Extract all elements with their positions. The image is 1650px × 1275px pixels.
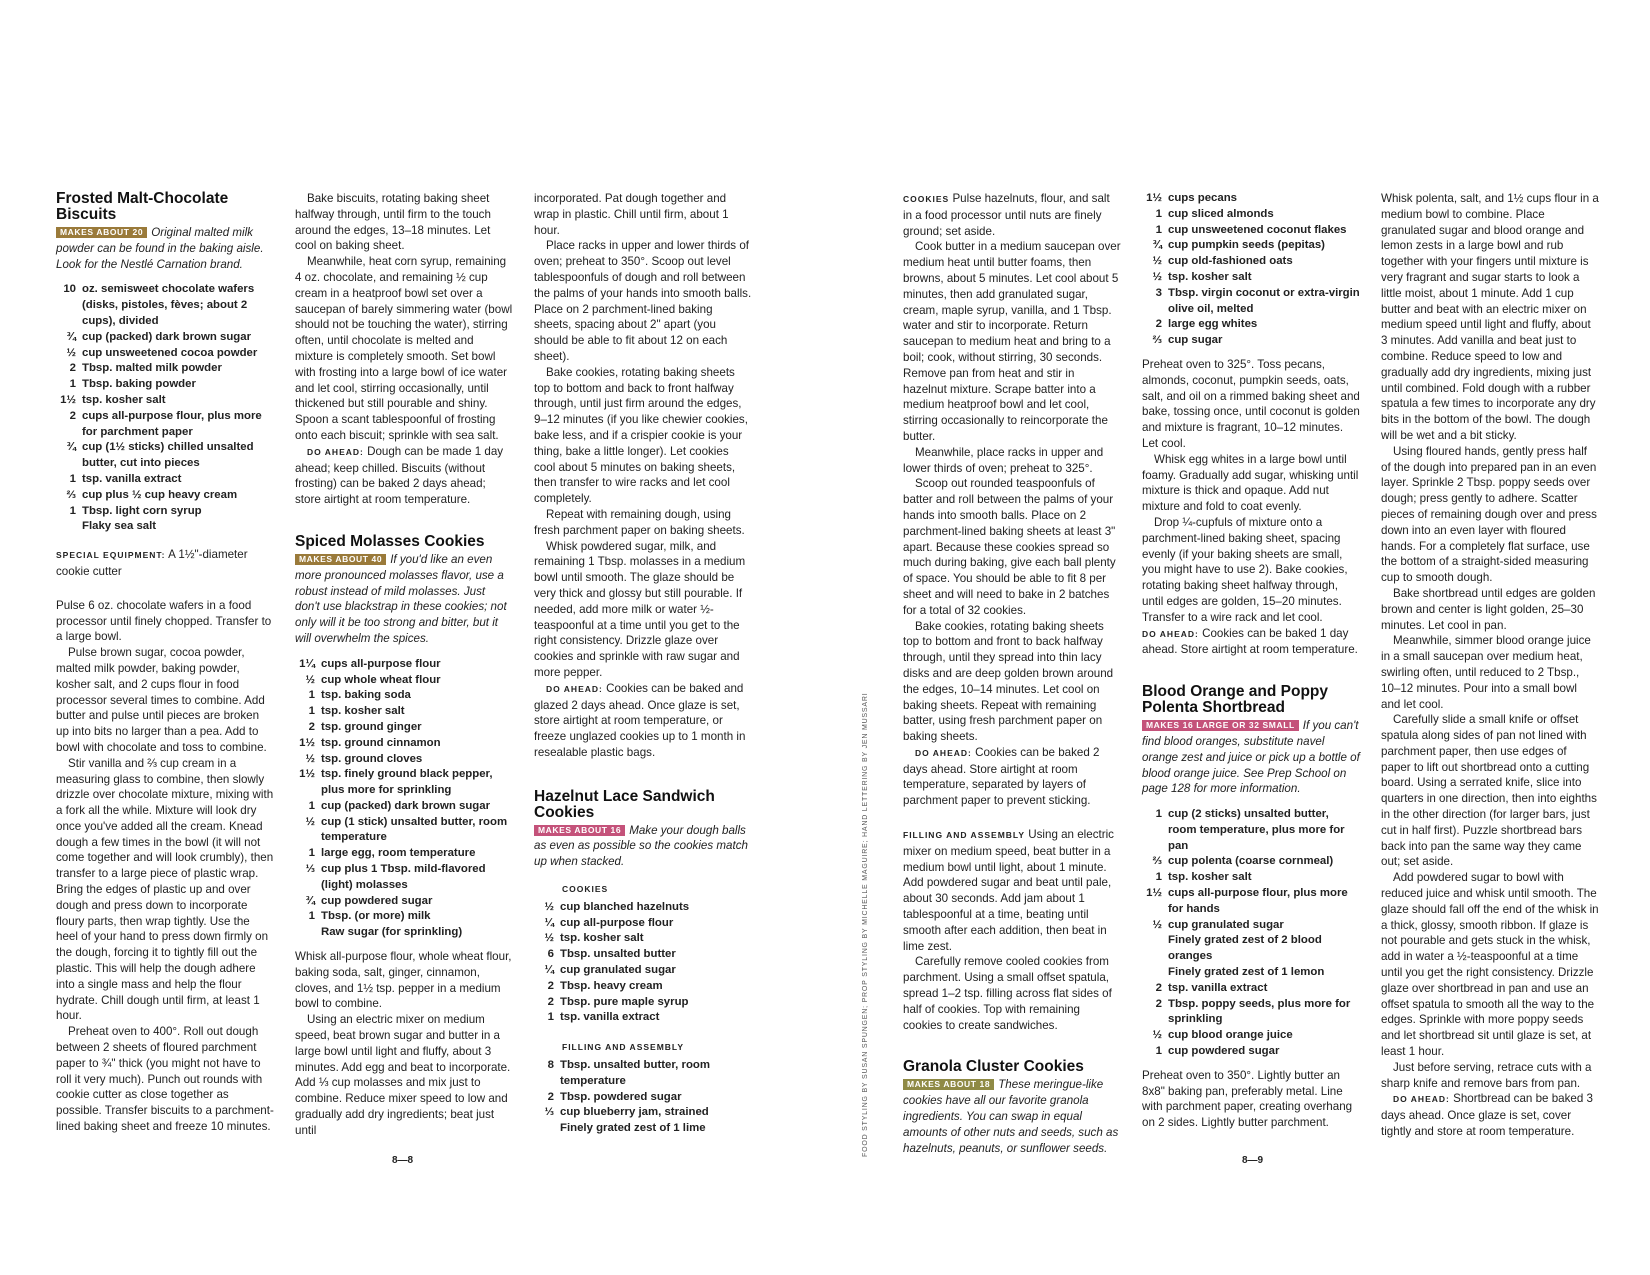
ingredient-text: cup powdered sugar <box>1168 1045 1280 1058</box>
ingredient-text: tsp. kosher salt <box>82 393 166 406</box>
ingredient-list <box>295 657 513 941</box>
ingredient-list <box>56 282 274 535</box>
ingredient-quantity: 1 <box>1155 871 1162 884</box>
ingredient-row <box>295 704 513 720</box>
ingredient-quantity <box>295 925 315 941</box>
ingredient-text: Flaky sea salt <box>82 520 157 533</box>
ingredient-row <box>534 916 752 932</box>
method-paragraph: Add powdered sugar to bowl with reduced juice and whisk until smooth. The glaze should fall off the end of the whisk in a thick, glossy, smooth ribbon. If glaze is not pourable and gets stuck in the whisk, add in water a ½-teaspoonful at a time until you get the right consistency. Drizzle glaze over shortbread in pan and use an offset spatula to smooth all the way to the edges. Sprinkle with more poppy seeds and let shortbread sit until glaze is set, at least 1 hour. <box>1381 871 1599 1059</box>
ingredient-text: cup blood orange juice <box>1168 1029 1293 1042</box>
ingredient-quantity: ¾ <box>66 441 76 454</box>
sub-heading: FILLING AND ASSEMBLY <box>562 1042 685 1053</box>
equipment-label: SPECIAL EQUIPMENT: <box>56 550 166 561</box>
ingredient-row <box>534 1090 752 1106</box>
ingredient-row <box>534 947 752 963</box>
ingredient-text: Tbsp. malted milk powder <box>82 362 222 375</box>
ingredient-quantity: ⅓ <box>305 863 315 876</box>
ingredient-text: Raw sugar (for sprinkling) <box>321 926 463 939</box>
ingredient-quantity: 2 <box>547 979 554 992</box>
ingredient-row <box>56 330 274 346</box>
recipe-intro: If you'd like an even more pronounced molasses flavor, use a robust instead of mild molasses. Just don't use blackstrap in these cookies; not only will it be too strong and bitter, but it will overwhelm the spices. <box>295 552 507 645</box>
ingredient-row <box>295 894 513 910</box>
ingredient-quantity: ⅔ <box>1152 855 1162 868</box>
ingredient-quantity: 1 <box>308 689 315 702</box>
ingredient-text: cup granulated sugar <box>560 964 676 977</box>
ingredient-text: Tbsp. (or more) milk <box>321 910 431 923</box>
recipe-title: Spiced Molasses Cookies <box>295 532 485 550</box>
ingredient-quantity: 1 <box>1155 1045 1162 1058</box>
ingredient-text: cup old-fashioned oats <box>1168 255 1293 268</box>
ingredient-quantity: 2 <box>1155 997 1162 1010</box>
ingredient-quantity: ¼ <box>544 964 554 977</box>
recipe-intro: These meringue-like cookies have all our favorite granola ingredients. You can swap in equal amounts of other nuts and seeds, such as hazelnuts, peanuts, or sunflower seeds. <box>903 1078 1119 1155</box>
ingredient-quantity: ½ <box>305 815 315 828</box>
recipe-intro: If you can't find blood oranges, substitute navel orange zest and juice or pick up a bottle of blood orange juice. See Prep School on page 128 for more information. <box>1142 719 1360 796</box>
ingredient-row <box>295 688 513 704</box>
page-number-right: 8—9 <box>1242 1155 1264 1166</box>
ingredient-quantity: 2 <box>69 409 76 422</box>
method-paragraph: Repeat with remaining dough, using fresh parchment paper on baking sheets. <box>534 507 745 537</box>
do-ahead-text: Cookies can be baked and glazed 2 days ahead. Once glaze is set, store airtight at room temperature, or freeze unglazed cookies up to 1 month in resealable plastic bags. <box>534 681 746 759</box>
ingredient-row <box>295 799 513 815</box>
ingredient-text: tsp. kosher salt <box>560 932 644 945</box>
ingredient-row <box>295 767 513 799</box>
method-paragraph: Carefully remove cooled cookies from parchment. Using a small offset spatula, spread 1–2 tsp. filling across flat sides of half of cookies. Top with remaining cookies to create sandwiches. <box>903 955 1112 1032</box>
ingredient-quantity: ½ <box>1152 255 1162 268</box>
method-paragraph: Whisk egg whites in a large bowl until foamy. Gradually add sugar, whisking until mixture is thick and opaque. Add nut mixture and fold to coat evenly. <box>1142 452 1359 514</box>
recipe-title: Frosted Malt-Chocolate Biscuits <box>56 190 229 223</box>
method-text: Pulse hazelnuts, flour, and salt in a food processor until nuts are finely ground; set aside. <box>903 192 1110 238</box>
column-6 <box>1381 191 1599 1140</box>
ingredient-text: Tbsp. baking powder <box>82 378 196 391</box>
ingredient-text: Tbsp. powdered sugar <box>560 1090 682 1103</box>
ingredient-quantity: 1¼ <box>299 657 315 670</box>
method-paragraph: Meanwhile, simmer blood orange juice in a small saucepan over medium heat, swirling often, until reduced to 2 Tbsp., 10–12 minutes. Pour into a small bowl and let cool. <box>1381 634 1591 711</box>
ingredient-row <box>1142 854 1360 870</box>
ingredient-quantity: 1½ <box>60 393 76 406</box>
ingredient-text: Tbsp. virgin coconut or extra-virgin olive oil, melted <box>1168 286 1360 315</box>
ingredient-row <box>1142 933 1360 965</box>
method-paragraph: Drop ¼-cupfuls of mixture onto a parchment-lined baking sheet, spacing evenly (if your baking sheets are small, you might have to use 2). Bake cookies, rotating baking sheet halfway through, until edges are golden, 15–20 minutes. Transfer to a wire rack and let cool. <box>1142 515 1348 624</box>
yield-tag: MAKES ABOUT 40 <box>295 554 386 565</box>
method-paragraph: Meanwhile, place racks in upper and lower thirds of oven; preheat to 325°. <box>903 445 1104 475</box>
ingredient-row <box>295 657 513 673</box>
ingredient-row <box>56 282 274 329</box>
ingredient-quantity: 1½ <box>299 736 315 749</box>
recipe-intro: Original malted milk powder can be found in the baking aisle. Look for the Nestlé Carnation brand. <box>56 226 264 271</box>
ingredient-list <box>534 1058 752 1137</box>
ingredient-quantity: 1 <box>69 504 76 517</box>
ingredient-row <box>1142 1028 1360 1044</box>
ingredient-quantity: ⅔ <box>1152 334 1162 347</box>
ingredient-quantity: 1 <box>69 378 76 391</box>
ingredient-row <box>295 736 513 752</box>
ingredient-row <box>1142 870 1360 886</box>
ingredient-text: Tbsp. unsalted butter <box>560 948 676 961</box>
ingredient-row <box>534 1058 752 1090</box>
ingredient-row <box>1142 254 1360 270</box>
ingredient-quantity: 6 <box>547 948 554 961</box>
ingredient-quantity: ¾ <box>305 894 315 907</box>
ingredient-text: cup all-purpose flour <box>560 916 674 929</box>
ingredient-quantity: 2 <box>1155 981 1162 994</box>
ingredient-text: tsp. finely ground black pepper, plus more for sprinkling <box>321 768 493 797</box>
ingredient-text: tsp. kosher salt <box>1168 270 1252 283</box>
ingredient-row <box>1142 238 1360 254</box>
yield-tag: MAKES 16 LARGE OR 32 SMALL <box>1142 720 1299 731</box>
ingredient-quantity: ½ <box>66 346 76 359</box>
ingredient-quantity: 2 <box>547 1090 554 1103</box>
method-paragraph: Meanwhile, heat corn syrup, remaining 4 oz. chocolate, and remaining ½ cup cream in a heatproof bowl set over a saucepan of barely simmering water (bowl should not be touching the water), stirring often, until chocolate is melted and mixture is completely smooth. Set bowl with frosting into a large bowl of ice water and let cool, stirring occasionally, until thickened but still pourable and shiny. Spoon a scant tablespoonful of frosting onto each biscuit; sprinkle with sea salt. <box>295 255 513 442</box>
ingredient-text: cup blueberry jam, strained <box>560 1106 709 1119</box>
ingredient-text: cups all-purpose flour, plus more for parchment paper <box>82 409 262 438</box>
ingredient-quantity: 8 <box>547 1059 554 1072</box>
method-text: Using an electric mixer on medium speed, beat butter in a medium bowl until light, about 1 minute. Add powdered sugar and beat until pale, about 30 seconds. Add jam about 1 tablespoonful at a time, beating until smooth after each addition, then beat in lime zest. <box>903 828 1114 953</box>
ingredient-quantity: 10 <box>63 283 76 296</box>
ingredient-row <box>1142 270 1360 286</box>
ingredient-quantity: 2 <box>308 720 315 733</box>
ingredient-row <box>56 488 274 504</box>
ingredient-row <box>56 346 274 362</box>
ingredient-quantity: ½ <box>1152 1029 1162 1042</box>
ingredient-text: Tbsp. pure maple syrup <box>560 995 689 1008</box>
ingredient-text: tsp. kosher salt <box>321 705 405 718</box>
ingredient-quantity: ¾ <box>1152 239 1162 252</box>
column-1 <box>56 191 274 1135</box>
ingredient-quantity: 1½ <box>1146 192 1162 204</box>
ingredient-text: cups pecans <box>1168 192 1238 204</box>
ingredient-text: large egg, room temperature <box>321 847 476 860</box>
method-paragraph: Scoop out rounded teaspoonfuls of batter and roll between the palms of your hands into smooth balls. Place on 2 parchment-lined baking sheets at least 3" apart. Because these cookies spread so much during baking, give each ball plenty of space. You should be able to fit 8 per sheet and will need to bake in 2 batches for a total of 32 cookies. <box>903 477 1116 617</box>
ingredient-row <box>295 752 513 768</box>
ingredient-text: cup (packed) dark brown sugar <box>82 330 251 343</box>
ingredient-quantity: ½ <box>544 900 554 913</box>
method-paragraph: incorporated. Pat dough together and wrap in plastic. Chill until firm, about 1 hour. <box>534 192 729 237</box>
method-paragraph: Bake shortbread until edges are golden brown and center is light golden, 25–30 minutes. Let cool in pan. <box>1381 586 1596 632</box>
ingredient-row <box>534 995 752 1011</box>
ingredient-row <box>295 673 513 689</box>
ingredient-row <box>56 440 274 472</box>
ingredient-row <box>1142 223 1360 239</box>
ingredient-text: tsp. ground cinnamon <box>321 736 441 749</box>
ingredient-quantity: ¼ <box>544 916 554 929</box>
ingredient-quantity: ½ <box>544 932 554 945</box>
ingredient-row <box>56 361 274 377</box>
ingredient-text: tsp. vanilla extract <box>1168 981 1268 994</box>
ingredient-quantity <box>1142 933 1162 965</box>
recipe-title: Hazelnut Lace Sandwich Cookies <box>534 787 715 821</box>
ingredient-quantity: ½ <box>305 752 315 765</box>
method-paragraph: Carefully slide a small knife or offset spatula along sides of pan not lined with parchment paper, then use edges of paper to lift out shortbread onto a cutting board. Using a serrated knife, slice into quarters in one direction, then into eighths in the other direction (for larger bars, just cut in half first). Puzzle shortbread bars back into pan the same way they came out; set aside. <box>1381 713 1597 869</box>
ingredient-text: large egg whites <box>1168 318 1258 331</box>
photo-credit: FOOD STYLING BY SUSAN SPUNGEN; PROP STYLING BY MICHELLE MAGUIRE; HAND LETTERING BY JEN MUSSARI <box>862 692 869 1157</box>
ingredient-text: Tbsp. poppy seeds, plus more for sprinkling <box>1168 997 1351 1026</box>
ingredient-row <box>1142 1044 1360 1060</box>
do-ahead-label: DO AHEAD: <box>546 683 603 694</box>
ingredient-row <box>534 900 752 916</box>
ingredient-text: cup unsweetened cocoa powder <box>82 346 258 359</box>
ingredient-quantity: ⅔ <box>66 488 76 501</box>
ingredient-quantity <box>56 519 76 535</box>
method-paragraph: Using an electric mixer on medium speed, beat brown sugar and butter in a large bowl until light and fluffy, about 3 minutes. Add egg and beat to incorporate. Add ⅓ cup molasses and mix just to combine. Reduce mixer speed to low and gradually add dry ingredients; beat just until <box>295 1013 511 1137</box>
do-ahead-label: DO AHEAD: <box>1142 628 1199 639</box>
ingredient-row <box>295 815 513 847</box>
ingredient-row <box>534 1010 752 1026</box>
ingredient-text: tsp. vanilla extract <box>560 1011 660 1024</box>
ingredient-quantity: 1 <box>308 910 315 923</box>
ingredient-text: cups all-purpose flour <box>321 657 441 670</box>
ingredient-text: tsp. ground cloves <box>321 752 423 765</box>
ingredient-text: cups all-purpose flour, plus more for hands <box>1168 887 1348 915</box>
method-paragraph: Just before serving, retrace cuts with a sharp knife and remove bars from pan. <box>1381 1060 1592 1090</box>
do-ahead-text: Shortbread can be baked 3 days ahead. Once glaze is set, cover tightly and store at room temperature. <box>1381 1092 1593 1139</box>
ingredient-text: cup plus 1 Tbsp. mild-flavored (light) molasses <box>321 863 486 891</box>
ingredient-row <box>1142 997 1360 1029</box>
ingredient-quantity: 1 <box>308 847 315 860</box>
ingredient-text: tsp. baking soda <box>321 689 411 702</box>
method-paragraph: Whisk all-purpose flour, whole wheat flour, baking soda, salt, ginger, cinnamon, cloves, and 1½ tsp. pepper in a medium bowl to combine. <box>295 950 512 1011</box>
equipment-text: A 1½"-diameter cookie cutter <box>56 548 248 578</box>
ingredient-list <box>1142 807 1360 1060</box>
ingredient-quantity: 1 <box>1155 223 1162 236</box>
ingredient-quantity: 1 <box>1155 207 1162 220</box>
ingredient-row <box>1142 207 1360 223</box>
do-ahead-text: Dough can be made 1 day ahead; keep chilled. Biscuits (without frosting) can be baked 2 days ahead; store airtight at room temperature. <box>295 444 504 507</box>
ingredient-row <box>1142 918 1360 934</box>
sub-heading: COOKIES <box>562 884 609 895</box>
ingredient-text: tsp. vanilla extract <box>82 472 182 485</box>
yield-tag: MAKES ABOUT 18 <box>903 1079 994 1090</box>
ingredient-row <box>295 862 513 894</box>
ingredient-text: cup unsweetened coconut flakes <box>1168 223 1347 236</box>
ingredient-quantity <box>534 1121 554 1137</box>
ingredient-text: tsp. ground ginger <box>321 720 422 733</box>
method-paragraph: Preheat oven to 350°. Lightly butter an 8x8" baking pan, preferably metal. Line with parchment paper, creating overhang on 2 sides. Lightly butter parchment. <box>1142 1068 1353 1130</box>
ingredient-quantity: 1 <box>1155 808 1162 821</box>
method-paragraph: Preheat oven to 400°. Roll out dough between 2 sheets of floured parchment paper to ¾" thick (you might not have to roll it very much). Punch out rounds with cookie cutter as close together as possible. Transfer biscuits to a parchment-lined baking sheet and freeze 10 minutes. <box>56 1025 274 1134</box>
page-number-left: 8—8 <box>392 1155 414 1166</box>
ingredient-text: tsp. kosher salt <box>1168 871 1252 884</box>
ingredient-row <box>534 1121 752 1137</box>
ingredient-quantity: 2 <box>1155 318 1162 331</box>
ingredient-row <box>1142 317 1360 333</box>
ingredient-text: cup sugar <box>1168 334 1223 347</box>
ingredient-quantity: 2 <box>69 362 76 375</box>
ingredient-row <box>56 393 274 409</box>
ingredient-row <box>1142 981 1360 997</box>
ingredient-row <box>295 925 513 941</box>
ingredient-row <box>1142 333 1360 349</box>
ingredient-quantity: ½ <box>1152 270 1162 283</box>
column-4 <box>903 191 1121 1156</box>
yield-tag: MAKES ABOUT 16 <box>534 825 625 836</box>
ingredient-text: cup plus ½ cup heavy cream <box>82 488 238 501</box>
method-paragraph: Bake biscuits, rotating baking sheet halfway through, until firm to the touch around the edges, 13–18 minutes. Let cool on baking sheet. <box>295 192 491 253</box>
method-paragraph: Using floured hands, gently press half of the dough into prepared pan in an even layer. Sprinkle 2 Tbsp. poppy seeds over dough; press gently to adhere. Scatter pieces of remaining dough over and press down into an even layer with floured hands. For a completely flat surface, use the bottom of a straight-sided measuring cup to smooth dough. <box>1381 444 1597 585</box>
method-paragraph: Pulse brown sugar, cocoa powder, malted milk powder, baking powder, kosher salt, and 2 cups flour in food processor several times to combine. Add butter and pulse until pieces are broken up into bits no larger than a pea. Add to bowl with chocolate and toss to combine. <box>56 646 267 754</box>
ingredient-text: Tbsp. light corn syrup <box>82 504 202 517</box>
do-ahead-text: Cookies can be baked 1 day ahead. Store airtight at room temperature. <box>1142 626 1358 657</box>
ingredient-row <box>56 519 274 535</box>
ingredient-row <box>295 720 513 736</box>
ingredient-text: cup granulated sugar <box>1168 918 1284 931</box>
ingredient-quantity: ½ <box>305 673 315 686</box>
ingredient-text: cup sliced almonds <box>1168 207 1274 220</box>
ingredient-list <box>534 900 752 1026</box>
method-paragraph: Whisk polenta, salt, and 1½ cups flour in a medium bowl to combine. Place granulated sugar and blood orange and lemon zests in a large bowl and rub together with your fingers until mixture is very fragrant and sugar starts to look a little moist, about 1 minute. Add 1 cup butter and beat with an electric mixer on medium speed until light and fluffy, about 3 minutes. Add vanilla and beat just to combine. Reduce speed to low and gradually add dry ingredients, mixing just until combined. Fold dough with a rubber spatula a few times to incorporate any dry bits in the bottom of the bowl. The dough will be wet and a bit sticky. <box>1381 192 1599 442</box>
ingredient-row <box>534 963 752 979</box>
ingredient-row <box>295 909 513 925</box>
ingredient-quantity: 1 <box>547 1011 554 1024</box>
ingredient-quantity: 1 <box>308 705 315 718</box>
ingredient-text: cup powdered sugar <box>321 894 433 907</box>
ingredient-quantity: 1½ <box>1146 887 1162 900</box>
do-ahead-label: DO AHEAD: <box>307 446 364 457</box>
ingredient-text: Finely grated zest of 2 blood oranges <box>1168 934 1322 963</box>
ingredient-row <box>295 846 513 862</box>
method-paragraph: Whisk powdered sugar, milk, and remaining 1 Tbsp. molasses in a medium bowl until smooth. The glaze should be very thick and glossy but still pourable. If needed, add more milk or water ½-teaspoonful at a time until you get to the right consistency. Drizzle glaze over cookies and sprinkle with raw sugar and more pepper. <box>534 539 746 679</box>
method-paragraph: Preheat oven to 325°. Toss pecans, almonds, coconut, pumpkin seeds, oats, salt, and oil on a rimmed baking sheet and bake, tossing once, until coconut is golden and mixture is fragrant, 10–12 minutes. Let cool. <box>1142 357 1360 450</box>
ingredient-row <box>534 931 752 947</box>
ingredient-quantity: ½ <box>1152 918 1162 931</box>
column-3 <box>534 191 752 1145</box>
ingredient-text: Finely grated zest of 1 lemon <box>1168 966 1325 979</box>
column-5 <box>1142 191 1360 1131</box>
ingredient-text: cup pumpkin seeds (pepitas) <box>1168 239 1325 252</box>
method-paragraph: Bake cookies, rotating baking sheets top to bottom and front to back halfway through, until they spread into thin lacy disks and are deep golden brown around the edges, 10–14 minutes. Let cool on baking sheets. Repeat with remaining batter, using fresh parchment paper on baking sheets. <box>903 619 1114 744</box>
column-2 <box>295 191 513 1139</box>
section-label: FILLING AND ASSEMBLY <box>903 830 1026 841</box>
ingredient-text: cup (packed) dark brown sugar <box>321 799 490 812</box>
section-label: COOKIES <box>903 194 950 204</box>
method-paragraph: Place racks in upper and lower thirds of oven; preheat to 350°. Scoop out level tablespoonfuls of dough and roll between the palms of your hands into smooth balls. Place on 2 parchment-lined baking sheets, spacing about 2" apart (you should be able to fit about 12 on each sheet). <box>534 239 752 363</box>
ingredient-row <box>56 409 274 441</box>
ingredient-row <box>534 1105 752 1121</box>
ingredient-text: cup (2 sticks) unsalted butter, room temperature, plus more for pan <box>1168 808 1345 852</box>
ingredient-text: Finely grated zest of 1 lime <box>560 1122 706 1135</box>
ingredient-list <box>1142 191 1360 349</box>
method-paragraph: Pulse 6 oz. chocolate wafers in a food processor until finely chopped. Transfer to a large bowl. <box>56 598 272 644</box>
recipe-title: Granola Cluster Cookies <box>903 1058 1084 1076</box>
method-paragraph: Bake cookies, rotating baking sheets top to bottom and back to front halfway through, until just firm around the edges, 9–12 minutes (if you like chewier cookies, bake less, and if a crispier cookie is your thing, bake a little longer). Let cookies cool about 5 minutes on baking sheets, then transfer to wire racks and let cool completely. <box>534 365 748 506</box>
ingredient-text: cup (1½ sticks) chilled unsalted butter, cut into pieces <box>82 441 254 470</box>
ingredient-text: cup blanched hazelnuts <box>560 900 690 913</box>
method-paragraph: Cook butter in a medium saucepan over medium heat until butter foams, then browns, about 5 minutes. Let cool about 5 minutes, then add granulated sugar, cream, maple syrup, vanilla, and 1 Tbsp. water and stir to incorporate. Return saucepan to medium heat and bring to a boil; cook, without stirring, 30 seconds. Remove pan from heat and stir in hazelnut mixture. Scrape batter into a medium heatproof bowl and let cool, stirring occasionally to reincorporate the butter. <box>903 240 1121 443</box>
ingredient-text: cup polenta (coarse cornmeal) <box>1168 855 1334 868</box>
ingredient-row <box>1142 965 1360 981</box>
method-paragraph: Stir vanilla and ⅔ cup cream in a measuring glass to combine, then slowly drizzle over chocolate mixture, mixing with a fork all the while. Mixture will look dry once you've added all the cream. Knead dough a few times in the bowl (it will not come together and will look crumbly), then transfer to a large piece of plastic wrap. Bring the edges of plastic up and over dough and press down to incorporate floury parts, then wrap tightly. Use the heel of your hand to press down firmly on the dough, forcing it to tightly fill out the plastic. This will help the dough adhere into a single mass and help the flour hydrate. Chill dough until firm, at least 1 hour. <box>56 756 274 1023</box>
ingredient-text: cup (1 stick) unsalted butter, room temperature <box>321 815 508 844</box>
ingredient-text: Tbsp. heavy cream <box>560 979 663 992</box>
ingredient-row <box>56 504 274 520</box>
ingredient-row <box>534 979 752 995</box>
yield-tag: MAKES ABOUT 20 <box>56 227 147 238</box>
ingredient-quantity: 3 <box>1155 286 1162 299</box>
ingredient-quantity: 2 <box>547 995 554 1008</box>
ingredient-row <box>1142 807 1360 854</box>
recipe-intro: Make your dough balls as even as possible so the cookies match up when stacked. <box>534 823 748 869</box>
ingredient-row <box>1142 191 1360 207</box>
ingredient-row <box>56 377 274 393</box>
ingredient-quantity: ⅓ <box>544 1106 554 1119</box>
recipe-title: Blood Orange and Poppy Polenta Shortbread <box>1142 683 1329 717</box>
ingredient-row <box>56 472 274 488</box>
ingredient-quantity: 1 <box>308 799 315 812</box>
ingredient-text: Tbsp. unsalted butter, room temperature <box>560 1059 710 1087</box>
do-ahead-label: DO AHEAD: <box>1393 1094 1450 1105</box>
ingredient-text: cup whole wheat flour <box>321 673 441 686</box>
ingredient-row <box>1142 286 1360 318</box>
ingredient-quantity: 1½ <box>299 768 315 781</box>
ingredient-quantity <box>1142 965 1162 981</box>
ingredient-quantity: ¾ <box>66 330 76 343</box>
ingredient-row <box>1142 886 1360 918</box>
ingredient-text: oz. semisweet chocolate wafers (disks, pistoles, fèves; about 2 cups), divided <box>82 283 255 327</box>
ingredient-quantity: 1 <box>69 472 76 485</box>
do-ahead-label: DO AHEAD: <box>915 747 972 758</box>
do-ahead-text: Cookies can be baked 2 days ahead. Store airtight at room temperature, separated by layers of parchment paper to prevent sticking. <box>903 745 1100 808</box>
